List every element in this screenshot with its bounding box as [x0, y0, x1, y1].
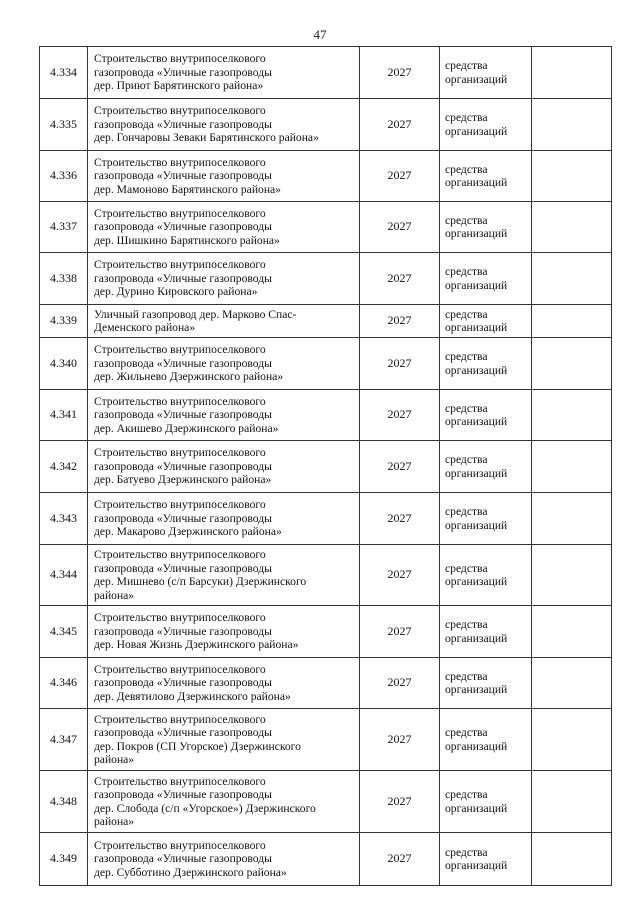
completion-year: 2027	[360, 709, 440, 771]
funding-source	[440, 253, 532, 305]
funding-source-line-2: организаций	[445, 176, 508, 189]
page-number: 47	[313, 27, 327, 42]
project-description: Строительство внутрипоселкового газопровода «Уличные газопроводы дер. Слобода (с/п «Угорское») Дзержинского района»	[88, 771, 360, 833]
funding-source	[440, 545, 532, 606]
table-row	[40, 305, 612, 338]
empty-cell	[532, 253, 612, 305]
row-number: 4.336	[40, 151, 88, 202]
project-description: Строительство внутрипоселкового газопровода «Уличные газопроводы дер. Покров (СП Угорское) Дзержинского района»	[88, 709, 360, 771]
row-number: 4.346	[40, 658, 88, 709]
funding-source-line-2: организаций	[445, 415, 508, 428]
table-row	[40, 99, 612, 151]
table-row	[40, 338, 612, 390]
funding-source	[440, 99, 532, 151]
table-row	[40, 606, 612, 658]
funding-source-line-1: средства	[445, 505, 488, 518]
empty-cell	[532, 151, 612, 202]
row-number: 4.343	[40, 493, 88, 545]
table-row	[40, 390, 612, 441]
empty-cell	[532, 545, 612, 606]
row-number: 4.341	[40, 390, 88, 441]
table-row	[40, 545, 612, 606]
project-description: Строительство внутрипоселкового газопровода «Уличные газопроводы дер. Новая Жизнь Дзержинского района»	[88, 606, 360, 658]
empty-cell	[532, 658, 612, 709]
completion-year: 2027	[360, 441, 440, 493]
completion-year: 2027	[360, 771, 440, 833]
funding-source-line-2: организаций	[445, 466, 508, 480]
row-number: 4.342	[40, 441, 88, 493]
funding-source-line-1: средства	[445, 726, 488, 739]
funding-source	[440, 606, 532, 658]
funding-source-line-1: средства	[445, 401, 488, 415]
funding-source-line-1: средства	[445, 265, 488, 278]
empty-cell	[532, 606, 612, 658]
project-description: Уличный газопровод дер. Марково Спас- Деменского района»	[88, 305, 360, 338]
table-row	[40, 833, 612, 886]
row-number: 4.335	[40, 99, 88, 151]
project-description: Строительство внутрипоселкового газопровода «Уличные газопроводы дер. Девятилово Дзержинского района»	[88, 658, 360, 709]
row-number: 4.344	[40, 545, 88, 606]
funding-source	[440, 202, 532, 253]
funding-source-line-1: средства	[445, 788, 488, 801]
table-row	[40, 658, 612, 709]
table-row	[40, 202, 612, 253]
funding-source	[440, 305, 532, 338]
funding-source	[440, 709, 532, 771]
row-number: 4.334	[40, 47, 88, 99]
completion-year: 2027	[360, 606, 440, 658]
funding-source-line-2: организаций	[445, 518, 508, 532]
funding-source	[440, 833, 532, 886]
funding-source-line-1: средства	[445, 111, 488, 124]
funding-source-line-2: организаций	[445, 124, 508, 138]
table-row	[40, 253, 612, 305]
funding-source-line-1: средства	[445, 213, 488, 227]
table-row	[40, 771, 612, 833]
project-description: Строительство внутрипоселкового газопровода «Уличные газопроводы дер. Гончаровы Зеваки Барятинского района»	[88, 99, 360, 151]
table-row	[40, 151, 612, 202]
completion-year: 2027	[360, 202, 440, 253]
row-number: 4.337	[40, 202, 88, 253]
funding-source-line-2: организаций	[445, 72, 508, 86]
project-description: Строительство внутрипоселкового газопровода «Уличные газопроводы дер. Мишнево (с/п Барсуки) Дзержинского района»	[88, 545, 360, 606]
row-number: 4.349	[40, 833, 88, 886]
row-number: 4.339	[40, 305, 88, 338]
funding-source-line-2: организаций	[445, 631, 508, 645]
completion-year: 2027	[360, 833, 440, 886]
funding-source-line-1: средства	[445, 845, 488, 859]
funding-source-line-1: средства	[445, 307, 488, 321]
funding-source	[440, 47, 532, 99]
funding-source-line-1: средства	[445, 162, 488, 176]
completion-year: 2027	[360, 99, 440, 151]
funding-source-line-2: организаций	[445, 278, 508, 292]
row-number: 4.348	[40, 771, 88, 833]
project-description: Строительство внутрипоселкового газопровода «Уличные газопроводы дер. Батуево Дзержинского района»	[88, 441, 360, 493]
funding-source-line-2: организаций	[445, 227, 508, 240]
row-number: 4.338	[40, 253, 88, 305]
funding-source	[440, 493, 532, 545]
project-description: Строительство внутрипоселкового газопровода «Уличные газопроводы дер. Шишкино Барятинского района»	[88, 202, 360, 253]
funding-source-line-2: организаций	[445, 801, 508, 815]
table-row	[40, 709, 612, 771]
completion-year: 2027	[360, 253, 440, 305]
empty-cell	[532, 771, 612, 833]
empty-cell	[532, 305, 612, 338]
funding-source-line-1: средства	[445, 561, 488, 575]
funding-source-line-1: средства	[445, 669, 488, 683]
funding-source	[440, 390, 532, 441]
funding-source-line-2: организаций	[445, 363, 508, 377]
empty-cell	[532, 47, 612, 99]
empty-cell	[532, 390, 612, 441]
project-description: Строительство внутрипоселкового газопровода «Уличные газопроводы дер. Жильнево Дзержинского района»	[88, 338, 360, 390]
table-row	[40, 441, 612, 493]
completion-year: 2027	[360, 493, 440, 545]
completion-year: 2027	[360, 390, 440, 441]
project-description: Строительство внутрипоселкового газопровода «Уличные газопроводы дер. Приют Барятинского района»	[88, 47, 360, 99]
empty-cell	[532, 338, 612, 390]
funding-source-line-2: организаций	[445, 321, 508, 334]
table-row	[40, 493, 612, 545]
empty-cell	[532, 99, 612, 151]
completion-year: 2027	[360, 47, 440, 99]
gas-pipeline-table	[39, 46, 612, 886]
funding-source-line-2: организаций	[445, 575, 508, 588]
funding-source-line-1: средства	[445, 453, 488, 466]
completion-year: 2027	[360, 338, 440, 390]
completion-year: 2027	[360, 545, 440, 606]
funding-source	[440, 338, 532, 390]
project-description: Строительство внутрипоселкового газопровода «Уличные газопроводы дер. Субботино Дзержинского района»	[88, 833, 360, 886]
funding-source	[440, 151, 532, 202]
row-number: 4.345	[40, 606, 88, 658]
project-description: Строительство внутрипоселкового газопровода «Уличные газопроводы дер. Мамоново Барятинского района»	[88, 151, 360, 202]
funding-source	[440, 441, 532, 493]
funding-source-line-1: средства	[445, 350, 488, 363]
project-description: Строительство внутрипоселкового газопровода «Уличные газопроводы дер. Дурино Кировского района»	[88, 253, 360, 305]
project-description: Строительство внутрипоселкового газопровода «Уличные газопроводы дер. Макарово Дзержинского района»	[88, 493, 360, 545]
funding-source-line-1: средства	[445, 618, 488, 631]
table-row	[40, 47, 612, 99]
funding-source	[440, 658, 532, 709]
empty-cell	[532, 441, 612, 493]
funding-source	[440, 771, 532, 833]
empty-cell	[532, 833, 612, 886]
completion-year: 2027	[360, 305, 440, 338]
row-number: 4.340	[40, 338, 88, 390]
funding-source-line-2: организаций	[445, 859, 508, 872]
empty-cell	[532, 202, 612, 253]
table-body	[40, 47, 612, 886]
funding-source-line-1: средства	[445, 59, 488, 72]
completion-year: 2027	[360, 151, 440, 202]
empty-cell	[532, 493, 612, 545]
row-number: 4.347	[40, 709, 88, 771]
funding-source-line-2: организаций	[445, 683, 508, 696]
project-description: Строительство внутрипоселкового газопровода «Уличные газопроводы дер. Акишево Дзержинского района»	[88, 390, 360, 441]
funding-source-line-2: организаций	[445, 739, 508, 753]
completion-year: 2027	[360, 658, 440, 709]
empty-cell	[532, 709, 612, 771]
